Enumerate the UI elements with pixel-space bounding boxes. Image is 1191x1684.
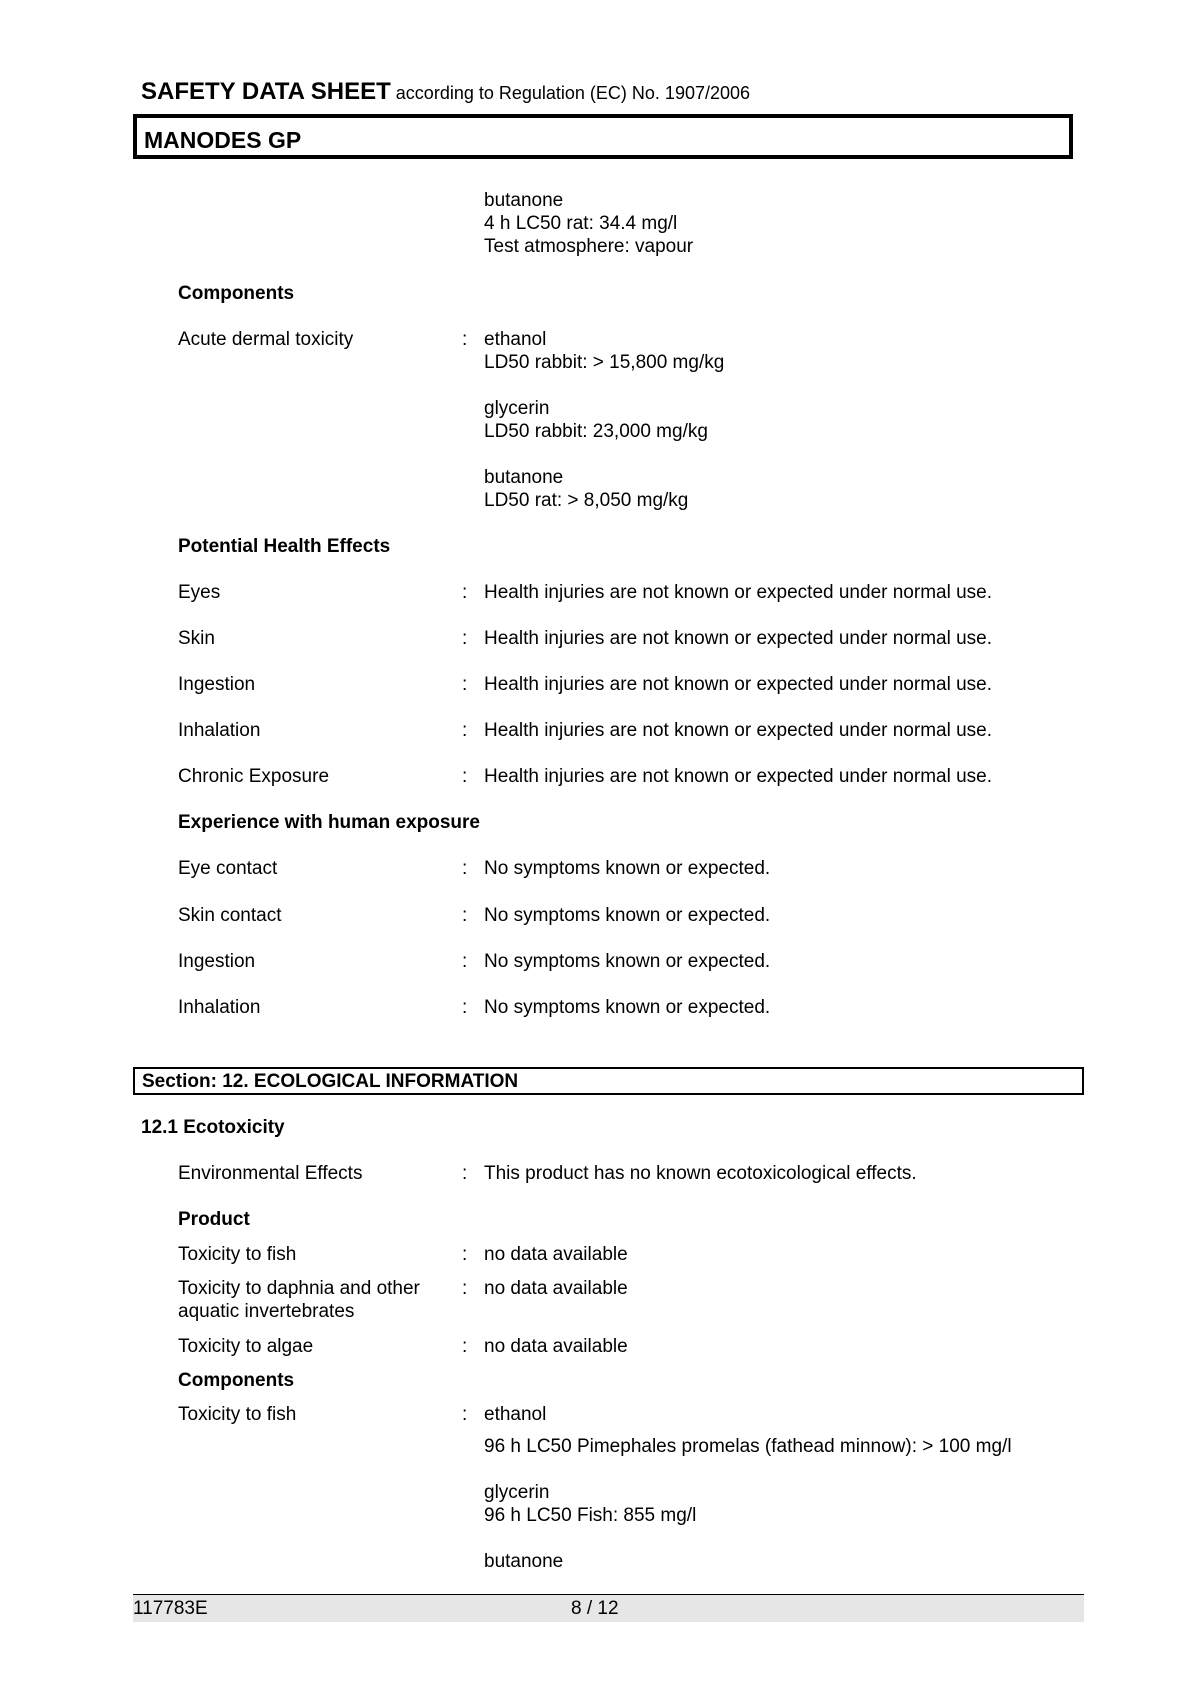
dermal-line: LD50 rabbit: > 15,800 mg/kg xyxy=(484,352,725,373)
inhalation-line: Test atmosphere: vapour xyxy=(484,236,694,257)
fish-toxicity-line: glycerin xyxy=(484,1482,550,1503)
dermal-line: ethanol xyxy=(484,329,547,350)
colon: : xyxy=(462,628,468,649)
toxicity-label: Toxicity to fish xyxy=(178,1244,297,1265)
health-effect-label: Ingestion xyxy=(178,674,256,695)
colon: : xyxy=(462,1278,468,1299)
colon: : xyxy=(462,858,468,879)
dermal-line: LD50 rat: > 8,050 mg/kg xyxy=(484,490,689,511)
colon: : xyxy=(462,997,468,1018)
colon: : xyxy=(462,720,468,741)
toxicity-value: no data available xyxy=(484,1336,628,1357)
ecotoxicity-heading: 12.1 Ecotoxicity xyxy=(141,1117,285,1138)
health-effect-value: Health injuries are not known or expected under normal use. xyxy=(484,720,993,741)
exposure-heading: Experience with human exposure xyxy=(178,812,480,833)
exposure-label: Eye contact xyxy=(178,858,278,879)
toxicity-label: Toxicity to daphnia and other xyxy=(178,1278,420,1299)
exposure-label: Skin contact xyxy=(178,905,282,926)
health-effect-value: Health injuries are not known or expected under normal use. xyxy=(484,628,993,649)
dermal-line: glycerin xyxy=(484,398,550,419)
health-effect-value: Health injuries are not known or expected under normal use. xyxy=(484,766,993,787)
exposure-label: Inhalation xyxy=(178,997,261,1018)
components-heading: Components xyxy=(178,1370,295,1391)
fish-toxicity-line: ethanol xyxy=(484,1404,547,1425)
health-effect-label: Inhalation xyxy=(178,720,261,741)
health-effect-value: Health injuries are not known or expected under normal use. xyxy=(484,674,993,695)
fish-toxicity-label: Toxicity to fish xyxy=(178,1404,297,1425)
exposure-label: Ingestion xyxy=(178,951,256,972)
colon: : xyxy=(462,766,468,787)
document-title-regulation: according to Regulation (EC) No. 1907/2006 xyxy=(390,83,751,103)
toxicity-value: no data available xyxy=(484,1278,628,1299)
exposure-value: No symptoms known or expected. xyxy=(484,997,771,1018)
section-12-header: Section: 12. ECOLOGICAL INFORMATION xyxy=(133,1067,1084,1095)
dermal-label: Acute dermal toxicity xyxy=(178,329,354,350)
page-number: 8 / 12 xyxy=(571,1598,619,1619)
inhalation-line: 4 h LC50 rat: 34.4 mg/l xyxy=(484,213,678,234)
colon: : xyxy=(462,905,468,926)
colon: : xyxy=(462,674,468,695)
document-title xyxy=(141,78,750,106)
exposure-value: No symptoms known or expected. xyxy=(484,951,771,972)
colon: : xyxy=(462,1404,468,1425)
fish-toxicity-line: 96 h LC50 Pimephales promelas (fathead minnow): > 100 mg/l xyxy=(484,1436,1012,1457)
fish-toxicity-line: butanone xyxy=(484,1551,564,1572)
document-title-strong: SAFETY DATA SHEET xyxy=(141,78,391,105)
inhalation-line: butanone xyxy=(484,190,564,211)
colon: : xyxy=(462,582,468,603)
fish-toxicity-line: 96 h LC50 Fish: 855 mg/l xyxy=(484,1505,697,1526)
health-effect-label: Eyes xyxy=(178,582,221,603)
toxicity-value: no data available xyxy=(484,1244,628,1265)
toxicity-label: Toxicity to algae xyxy=(178,1336,314,1357)
toxicity-label-continued: aquatic invertebrates xyxy=(178,1301,355,1322)
product-name: MANODES GP xyxy=(133,114,1073,159)
colon: : xyxy=(462,1336,468,1357)
health-effect-value: Health injuries are not known or expected under normal use. xyxy=(484,582,993,603)
exposure-value: No symptoms known or expected. xyxy=(484,858,771,879)
product-heading: Product xyxy=(178,1209,250,1230)
colon: : xyxy=(462,1163,468,1184)
health-effects-heading: Potential Health Effects xyxy=(178,536,391,557)
dermal-line: butanone xyxy=(484,467,564,488)
env-effects-value: This product has no known ecotoxicological effects. xyxy=(484,1163,917,1184)
health-effect-label: Chronic Exposure xyxy=(178,766,330,787)
env-effects-label: Environmental Effects xyxy=(178,1163,363,1184)
page-footer xyxy=(133,1594,1084,1622)
colon: : xyxy=(462,951,468,972)
colon: : xyxy=(462,329,468,350)
dermal-line: LD50 rabbit: 23,000 mg/kg xyxy=(484,421,708,442)
health-effect-label: Skin xyxy=(178,628,215,649)
components-heading: Components xyxy=(178,283,295,304)
exposure-value: No symptoms known or expected. xyxy=(484,905,771,926)
colon: : xyxy=(462,1244,468,1265)
document-code: 117783E xyxy=(133,1598,208,1619)
